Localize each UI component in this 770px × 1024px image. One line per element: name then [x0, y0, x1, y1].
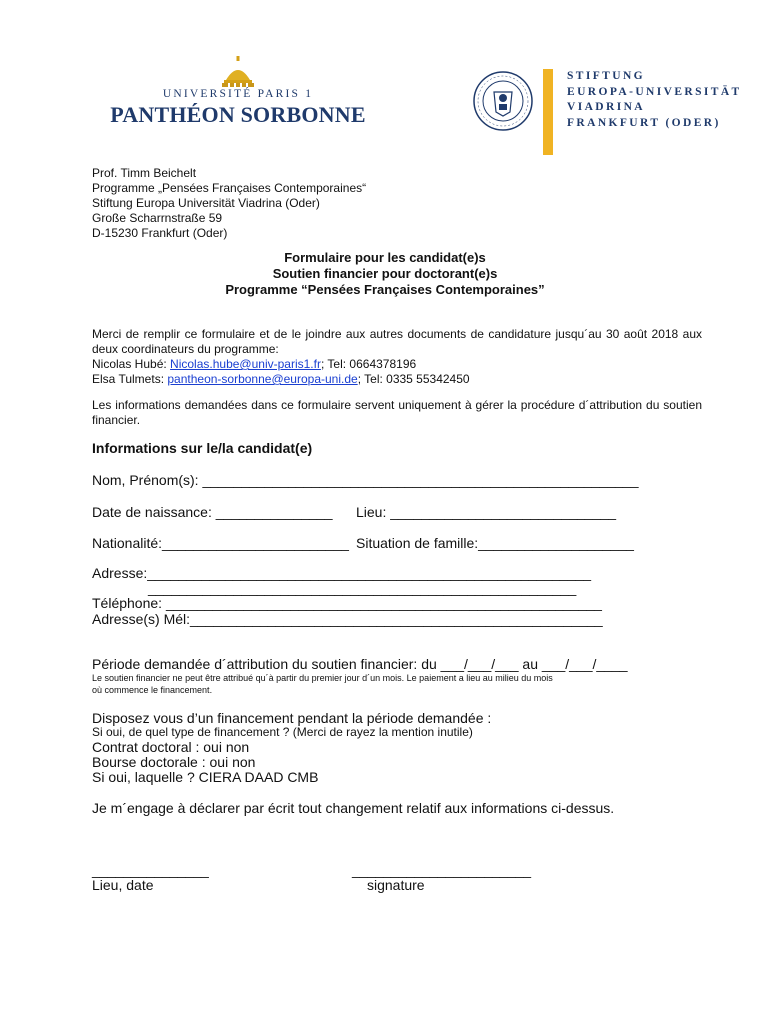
- period-note-line: où commence le financement.: [92, 684, 213, 695]
- frankfurt-line: FRANKFURT (ODER): [567, 116, 721, 129]
- address-field[interactable]: Adresse:_________________________________________________________: [92, 565, 592, 581]
- contact-name: Elsa Tulmets:: [92, 372, 168, 386]
- address-line: Prof. Timm Beichelt: [92, 166, 197, 180]
- title-line: Soutien financier pour doctorant(e)s: [272, 266, 498, 281]
- email-link-tulmets[interactable]: pantheon-sorbonne@europa-uni.de: [167, 372, 358, 386]
- contact-name: Nicolas Hubé:: [92, 357, 171, 371]
- intro-text: Merci de remplir ce formulaire et de le joindre aux autres documents de candidature jusqu´au 30 août 2018 aux deux coordinateurs du programme:: [92, 327, 702, 356]
- notice-paragraph: Les informations demandées dans ce formulaire servent uniquement à gérer la procédure d´attribution du soutien financier.: [92, 398, 702, 427]
- funding-subquestion: Si oui, de quel type de financement ? (Merci de rayez la mention inutile): [92, 725, 473, 739]
- form-title: [0, 250, 770, 298]
- phone-field[interactable]: Téléphone: ________________________________________________________: [92, 595, 602, 611]
- intro-paragraph: [92, 327, 702, 387]
- gold-divider-bar: [543, 69, 553, 155]
- pantheon-sorbonne-text: PANTHÉON SORBONNE: [110, 102, 366, 127]
- signature-label: signature: [367, 877, 425, 893]
- title-line: Programme “Pensées Françaises Contemporaines”: [225, 282, 545, 297]
- contact-tulmets: [92, 372, 702, 387]
- address-line: Stiftung Europa Universität Viadrina (Oder): [92, 196, 320, 210]
- family-status-field[interactable]: Situation de famille:____________________: [356, 535, 634, 551]
- birthplace-field[interactable]: Lieu: _____________________________: [356, 504, 617, 520]
- dome-icon: [218, 56, 258, 88]
- section-heading: Informations sur le/la candidat(e): [92, 440, 313, 456]
- viadrina-seal-icon: [472, 70, 534, 132]
- viadrina-line: VIADRINA: [567, 101, 645, 113]
- address-field-line2[interactable]: _______________________________________________________: [148, 580, 577, 596]
- period-note: [92, 673, 553, 696]
- signature-line[interactable]: _______________________: [352, 862, 532, 878]
- europa-line: EUROPA-UNIVERSITÄT: [567, 85, 742, 98]
- nationality-field[interactable]: Nationalité:________________________: [92, 535, 349, 551]
- contact-phone: ; Tel: 0664378196: [320, 357, 417, 371]
- place-date-line[interactable]: _______________: [92, 862, 209, 878]
- stiftung-line: STIFTUNG: [567, 70, 645, 82]
- name-field[interactable]: Nom, Prénom(s): ________________________________________________________: [92, 472, 639, 488]
- title-line: Formulaire pour les candidat(e)s: [284, 250, 486, 265]
- email-link-hube[interactable]: Nicolas.hube@univ-paris1.fr: [170, 357, 321, 371]
- period-note-line: Le soutien financier ne peut être attribué qu´à partir du premier jour d´un mois. Le paiement a lieu au milieu du mois: [92, 673, 553, 683]
- email-field[interactable]: Adresse(s) Mél:_____________________________________________________: [92, 611, 603, 627]
- engagement-statement: Je m´engage à déclarer par écrit tout changement relatif aux informations ci-dessus.: [92, 800, 615, 816]
- place-date-label: Lieu, date: [92, 877, 154, 893]
- address-line: Große Scharrnstraße 59: [92, 211, 223, 225]
- contract-option[interactable]: Contrat doctoral : oui non: [92, 739, 250, 755]
- contact-hube: [92, 357, 702, 372]
- viadrina-logo-text: [567, 69, 742, 131]
- address-line: Programme „Pensées Françaises Contemporaines“: [92, 181, 367, 195]
- period-field[interactable]: Période demandée d´attribution du soutien financier: du ___/___/___ au ___/___/____: [92, 656, 628, 672]
- paris1-logo: [108, 56, 368, 134]
- contact-phone: ; Tel: 0335 55342450: [357, 372, 470, 386]
- address-line: D-15230 Frankfurt (Oder): [92, 226, 228, 240]
- birthdate-field[interactable]: Date de naissance: _______________: [92, 504, 333, 520]
- grant-option[interactable]: Bourse doctorale : oui non: [92, 754, 256, 770]
- funding-question: Disposez vous d’un financement pendant la période demandée :: [92, 710, 492, 726]
- univ-paris1-text: UNIVERSITÉ PARIS 1: [162, 88, 314, 100]
- funder-option[interactable]: Si oui, laquelle ? CIERA DAAD CMB: [92, 769, 319, 785]
- recipient-address: [92, 166, 366, 241]
